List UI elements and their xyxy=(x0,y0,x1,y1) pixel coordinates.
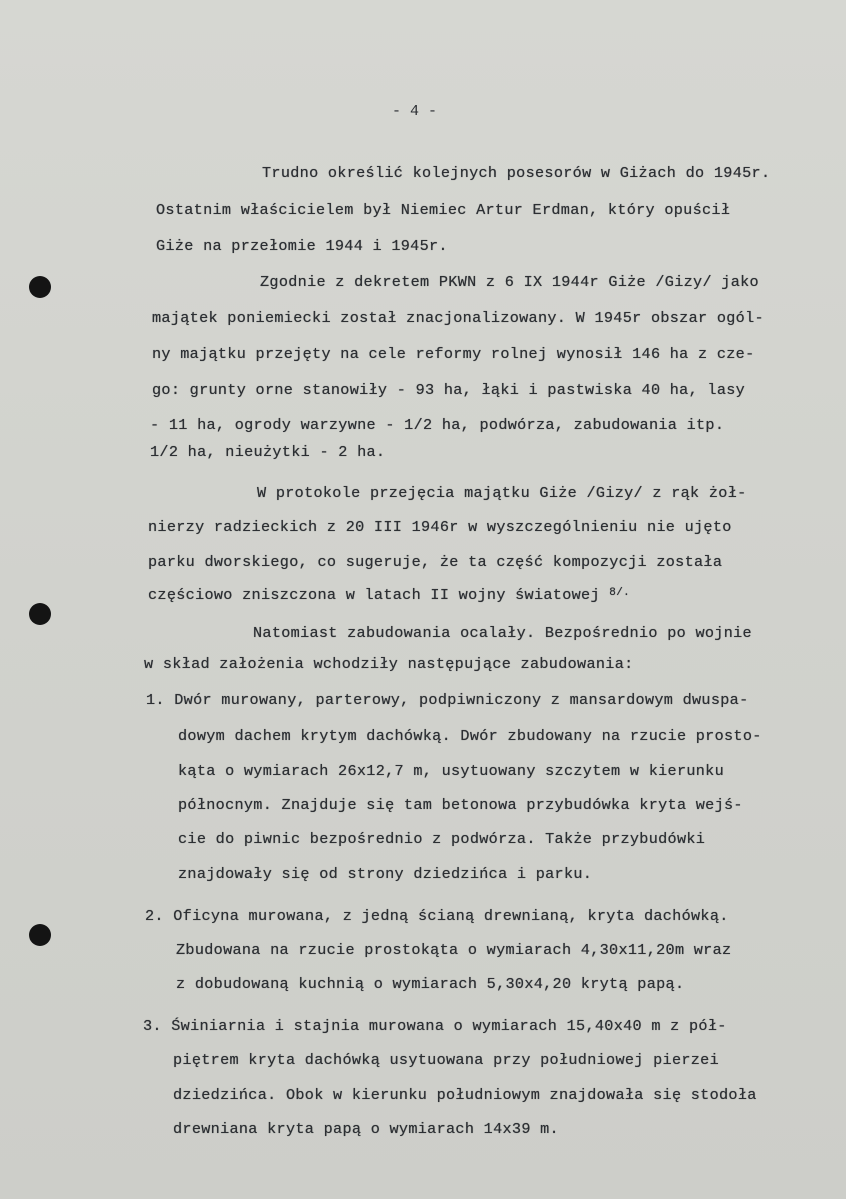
text-line: dziedzińca. Obok w kierunku południowym znajdowała się stodoła xyxy=(173,1086,757,1104)
punch-hole xyxy=(29,276,51,298)
text-line: W protokole przejęcia majątku Giże /Gizy/ z rąk żoł- xyxy=(257,484,747,502)
text-line: 1/2 ha, nieużytki - 2 ha. xyxy=(150,443,386,461)
text-line: Natomiast zabudowania ocalały. Bezpośrednio po wojnie xyxy=(253,624,752,642)
text-line: piętrem kryta dachówką usytuowana przy południowej pierzei xyxy=(173,1051,720,1069)
text-line: z dobudowaną kuchnią o wymiarach 5,30x4,20 krytą papą. xyxy=(176,975,685,993)
text-line: parku dworskiego, co sugeruje, że ta część kompozycji została xyxy=(148,553,723,571)
text-line: kąta o wymiarach 26x12,7 m, usytuowany szczytem w kierunku xyxy=(178,762,725,780)
page-number: - 4 - xyxy=(392,103,438,120)
text-line: majątek poniemiecki został znacjonalizowany. W 1945r obszar ogól- xyxy=(152,309,764,327)
punch-hole xyxy=(29,603,51,625)
text-line: drewniana kryta papą o wymiarach 14x39 m. xyxy=(173,1120,559,1138)
text-line: - 11 ha, ogrody warzywne - 1/2 ha, podwórza, zabudowania itp. xyxy=(150,416,725,434)
text-line-content: częściowo zniszczona w latach II wojny światowej xyxy=(148,586,600,604)
list-item: 2. Oficyna murowana, z jedną ścianą drewnianą, kryta dachówką. xyxy=(145,907,729,925)
text-line: znajdowały się od strony dziedzińca i parku. xyxy=(178,865,593,883)
punch-hole xyxy=(29,924,51,946)
text-line: w skład założenia wchodziły następujące zabudowania: xyxy=(144,655,634,673)
text-line: dowym dachem krytym dachówką. Dwór zbudowany na rzucie prosto- xyxy=(178,727,762,745)
text-line: Giże na przełomie 1944 i 1945r. xyxy=(156,237,448,255)
text-line: nierzy radzieckich z 20 III 1946r w wyszczególnieniu nie ujęto xyxy=(148,518,732,536)
text-line: Zbudowana na rzucie prostokąta o wymiarach 4,30x11,20m wraz xyxy=(176,941,732,959)
text-line: Ostatnim właścicielem był Niemiec Artur Erdman, który opuścił xyxy=(156,201,731,219)
text-line xyxy=(148,586,630,604)
list-item: 3. Świniarnia i stajnia murowana o wymiarach 15,40x40 m z pół- xyxy=(143,1017,727,1035)
text-line: północnym. Znajduje się tam betonowa przybudówka kryta wejś- xyxy=(178,796,743,814)
list-item: 1. Dwór murowany, parterowy, podpiwniczony z mansardowym dwuspa- xyxy=(146,691,749,709)
footnote-reference: 8/. xyxy=(609,587,631,599)
text-line: Trudno określić kolejnych posesorów w Giżach do 1945r. xyxy=(262,164,771,182)
text-line: ny majątku przejęty na cele reformy rolnej wynosił 146 ha z cze- xyxy=(152,345,755,363)
text-line: cie do piwnic bezpośrednio z podwórza. Także przybudówki xyxy=(178,830,706,848)
text-line: Zgodnie z dekretem PKWN z 6 IX 1944r Giże /Gizy/ jako xyxy=(260,273,759,291)
text-line: go: grunty orne stanowiły - 93 ha, łąki i pastwiska 40 ha, lasy xyxy=(152,381,746,399)
